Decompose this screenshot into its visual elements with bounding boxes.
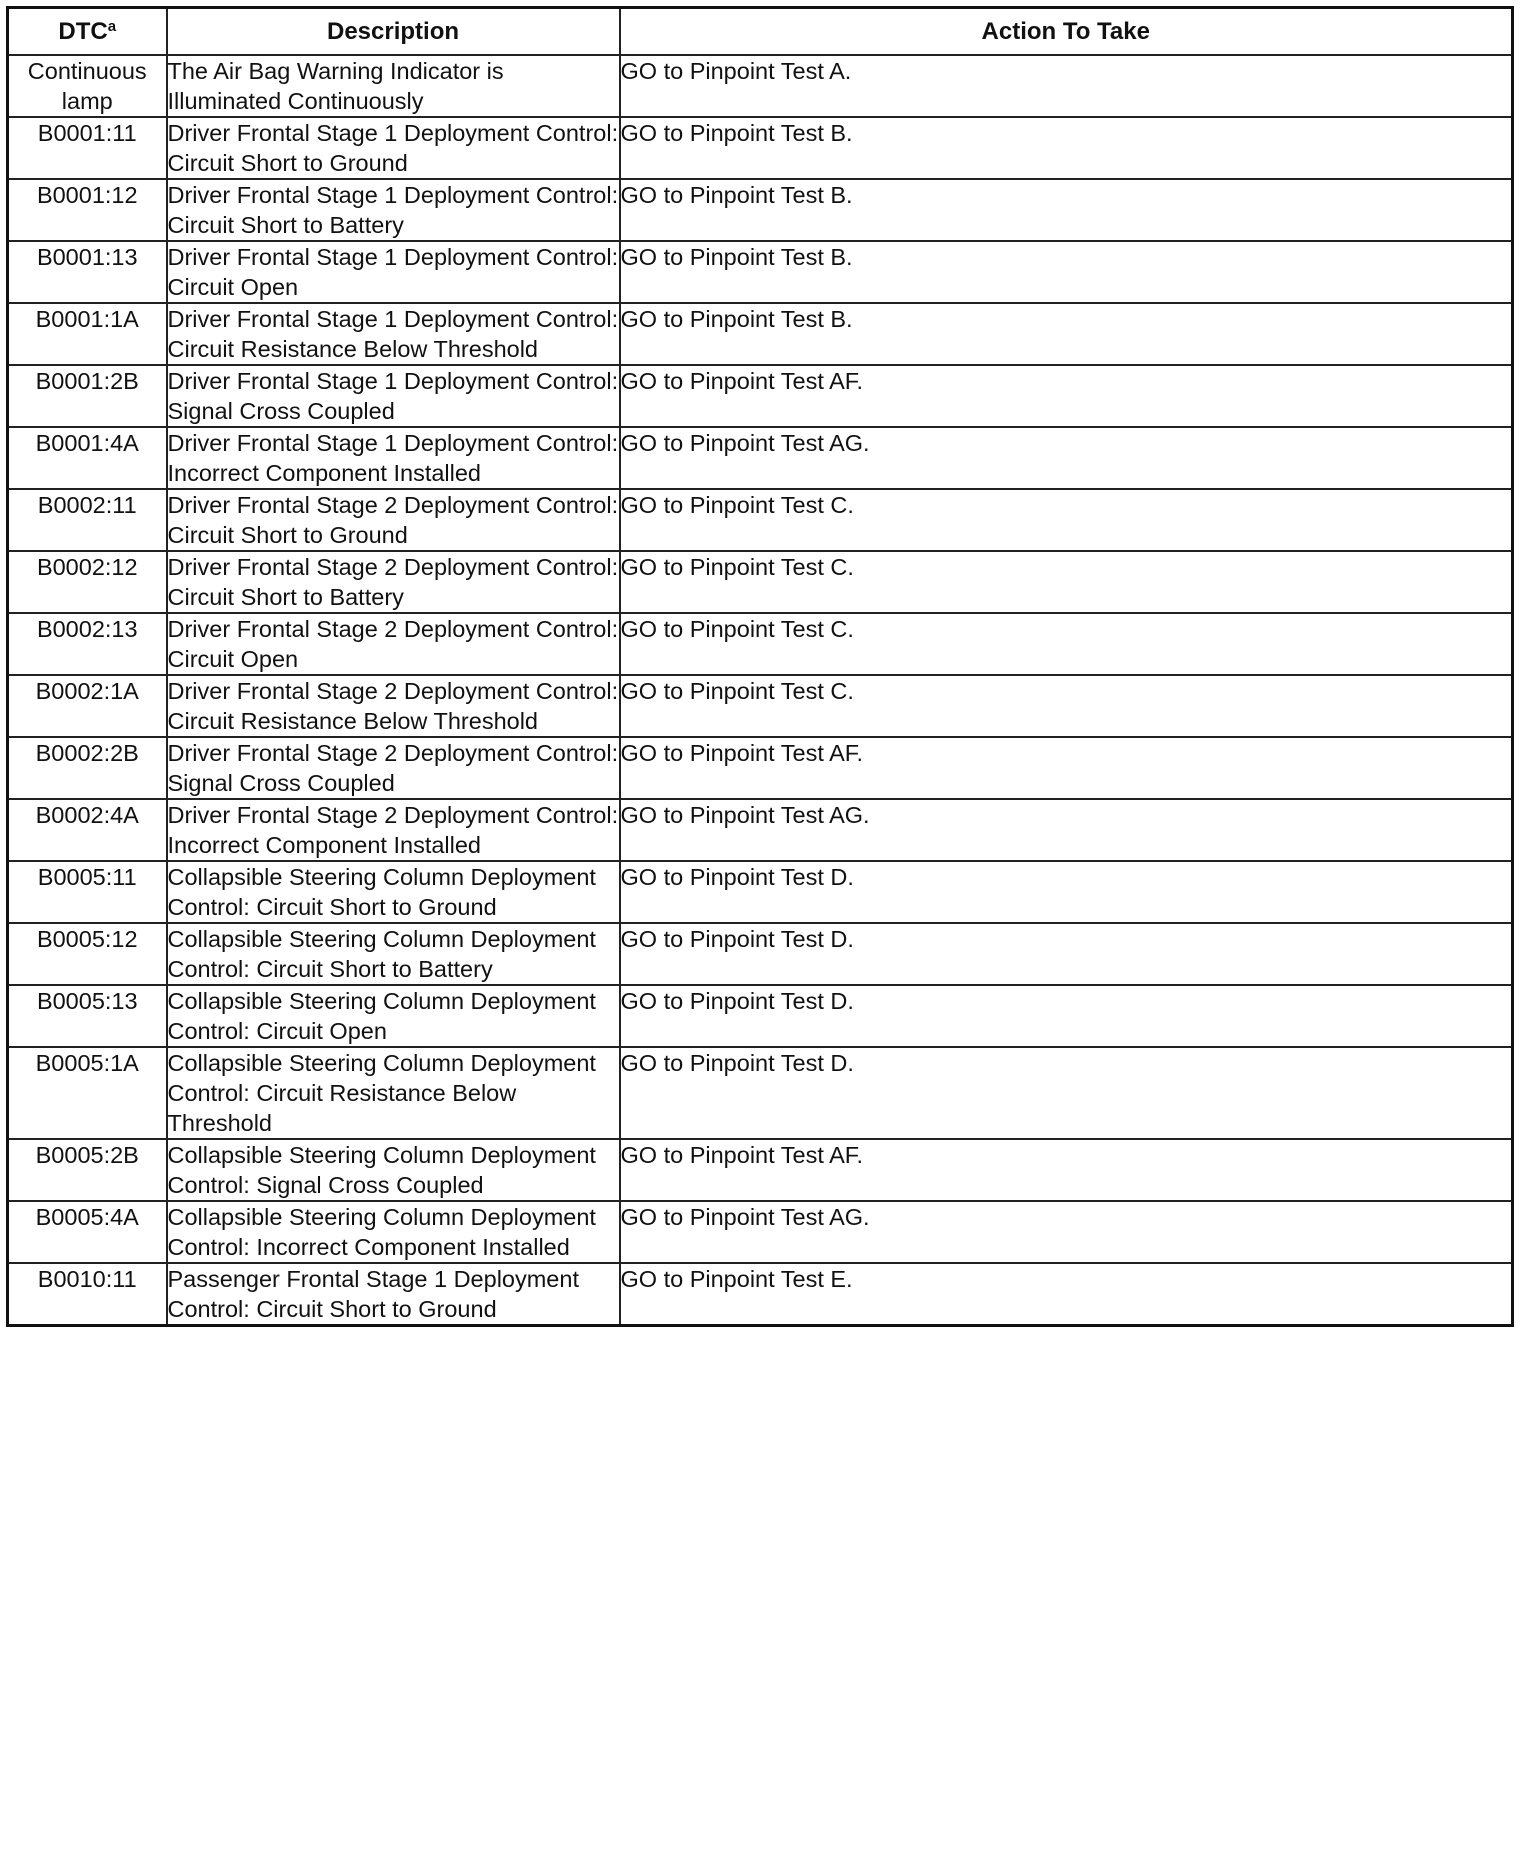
action-cell: GO to Pinpoint Test AG. <box>620 1201 1513 1263</box>
dtc-code-cell: B0002:2B <box>8 737 167 799</box>
document-page <box>6 6 1514 1327</box>
dtc-code-cell: B0005:1A <box>8 1047 167 1139</box>
dtc-code-cell: B0001:11 <box>8 117 167 179</box>
action-cell: GO to Pinpoint Test AF. <box>620 737 1513 799</box>
table-row <box>8 551 1513 613</box>
description-cell: Driver Frontal Stage 2 Deployment Control: Incorrect Component Installed <box>167 799 620 861</box>
description-cell: Collapsible Steering Column Deployment Control: Circuit Open <box>167 985 620 1047</box>
header-dtc-footnote-mark: a <box>107 17 117 35</box>
header-dtc-label: DTC <box>58 17 108 45</box>
dtc-code-cell: B0001:13 <box>8 241 167 303</box>
description-cell: Driver Frontal Stage 2 Deployment Control: Circuit Open <box>167 613 620 675</box>
table-row <box>8 923 1513 985</box>
dtc-code-cell: B0002:1A <box>8 675 167 737</box>
action-cell: GO to Pinpoint Test E. <box>620 1263 1513 1326</box>
description-cell: Driver Frontal Stage 2 Deployment Control: Circuit Short to Battery <box>167 551 620 613</box>
action-cell: GO to Pinpoint Test D. <box>620 1047 1513 1139</box>
action-cell: GO to Pinpoint Test C. <box>620 613 1513 675</box>
description-cell: The Air Bag Warning Indicator is Illuminated Continuously <box>167 55 620 117</box>
description-cell: Collapsible Steering Column Deployment Control: Signal Cross Coupled <box>167 1139 620 1201</box>
table-row <box>8 489 1513 551</box>
table-row <box>8 1201 1513 1263</box>
action-cell: GO to Pinpoint Test B. <box>620 303 1513 365</box>
description-cell: Driver Frontal Stage 1 Deployment Control: Signal Cross Coupled <box>167 365 620 427</box>
table-row <box>8 365 1513 427</box>
dtc-code-cell: B0005:2B <box>8 1139 167 1201</box>
table-row <box>8 1047 1513 1139</box>
dtc-code-cell: B0005:11 <box>8 861 167 923</box>
dtc-code-cell: B0002:4A <box>8 799 167 861</box>
header-row <box>8 8 1513 56</box>
description-cell: Driver Frontal Stage 2 Deployment Control: Signal Cross Coupled <box>167 737 620 799</box>
action-cell: GO to Pinpoint Test D. <box>620 923 1513 985</box>
table-row <box>8 613 1513 675</box>
dtc-code-cell: B0002:11 <box>8 489 167 551</box>
description-cell: Collapsible Steering Column Deployment Control: Circuit Short to Battery <box>167 923 620 985</box>
dtc-code-cell: B0010:11 <box>8 1263 167 1326</box>
description-cell: Driver Frontal Stage 1 Deployment Control: Circuit Short to Battery <box>167 179 620 241</box>
header-description: Description <box>167 8 620 56</box>
description-cell: Passenger Frontal Stage 1 Deployment Control: Circuit Short to Ground <box>167 1263 620 1326</box>
description-cell: Driver Frontal Stage 2 Deployment Control: Circuit Short to Ground <box>167 489 620 551</box>
action-cell: GO to Pinpoint Test B. <box>620 241 1513 303</box>
action-cell: GO to Pinpoint Test C. <box>620 675 1513 737</box>
action-cell: GO to Pinpoint Test B. <box>620 117 1513 179</box>
description-cell: Driver Frontal Stage 1 Deployment Control: Incorrect Component Installed <box>167 427 620 489</box>
header-dtc <box>8 8 167 56</box>
action-cell: GO to Pinpoint Test AF. <box>620 365 1513 427</box>
table-row <box>8 1263 1513 1326</box>
description-cell: Driver Frontal Stage 1 Deployment Control: Circuit Short to Ground <box>167 117 620 179</box>
table-row <box>8 1139 1513 1201</box>
table-row <box>8 117 1513 179</box>
action-cell: GO to Pinpoint Test C. <box>620 489 1513 551</box>
action-cell: GO to Pinpoint Test B. <box>620 179 1513 241</box>
table-row <box>8 427 1513 489</box>
dtc-code-cell: B0005:12 <box>8 923 167 985</box>
description-cell: Collapsible Steering Column Deployment Control: Circuit Short to Ground <box>167 861 620 923</box>
description-cell: Driver Frontal Stage 1 Deployment Control: Circuit Resistance Below Threshold <box>167 303 620 365</box>
action-cell: GO to Pinpoint Test AG. <box>620 799 1513 861</box>
dtc-code-cell: B0002:12 <box>8 551 167 613</box>
description-cell: Driver Frontal Stage 2 Deployment Control: Circuit Resistance Below Threshold <box>167 675 620 737</box>
dtc-code-cell: B0002:13 <box>8 613 167 675</box>
table-row <box>8 985 1513 1047</box>
table-body <box>8 55 1513 1326</box>
dtc-code-cell: B0001:4A <box>8 427 167 489</box>
action-cell: GO to Pinpoint Test AG. <box>620 427 1513 489</box>
dtc-code-cell: Continuous lamp <box>8 55 167 117</box>
dtc-code-cell: B0005:13 <box>8 985 167 1047</box>
description-cell: Collapsible Steering Column Deployment Control: Incorrect Component Installed <box>167 1201 620 1263</box>
table-row <box>8 55 1513 117</box>
description-cell: Collapsible Steering Column Deployment Control: Circuit Resistance Below Threshold <box>167 1047 620 1139</box>
table-row <box>8 241 1513 303</box>
table-row <box>8 861 1513 923</box>
description-cell: Driver Frontal Stage 1 Deployment Control: Circuit Open <box>167 241 620 303</box>
dtc-code-cell: B0001:12 <box>8 179 167 241</box>
action-cell: GO to Pinpoint Test AF. <box>620 1139 1513 1201</box>
header-action: Action To Take <box>620 8 1513 56</box>
action-cell: GO to Pinpoint Test A. <box>620 55 1513 117</box>
table-row <box>8 675 1513 737</box>
action-cell: GO to Pinpoint Test D. <box>620 861 1513 923</box>
table-row <box>8 303 1513 365</box>
dtc-code-cell: B0005:4A <box>8 1201 167 1263</box>
dtc-code-cell: B0001:2B <box>8 365 167 427</box>
table-row <box>8 799 1513 861</box>
dtc-table <box>6 6 1514 1327</box>
table-row <box>8 737 1513 799</box>
action-cell: GO to Pinpoint Test C. <box>620 551 1513 613</box>
dtc-code-cell: B0001:1A <box>8 303 167 365</box>
action-cell: GO to Pinpoint Test D. <box>620 985 1513 1047</box>
table-row <box>8 179 1513 241</box>
